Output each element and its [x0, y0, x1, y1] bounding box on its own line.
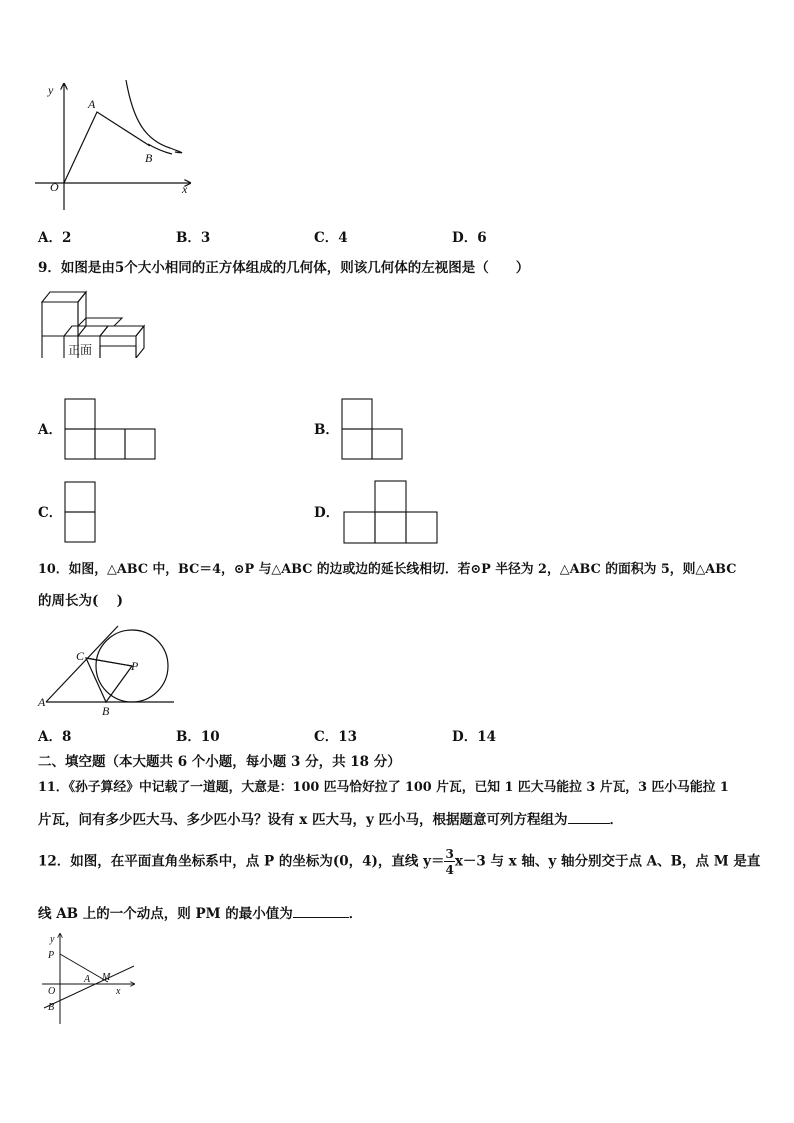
q9-option-d-view[interactable]	[343, 480, 441, 544]
y-axis-label: y	[48, 83, 54, 97]
q9-cube-figure	[38, 288, 148, 358]
point-a-label: A	[84, 974, 91, 985]
x-axis-label: x	[116, 986, 121, 997]
point-m-label: M	[102, 972, 111, 983]
point-p-label: P	[131, 659, 139, 673]
q12-line2-text: 线 AB 上的一个动点，则 PM 的最小值为	[38, 906, 293, 922]
q9-option-c-view[interactable]	[64, 481, 100, 545]
triangle-oab	[64, 112, 150, 183]
q10-option-b[interactable]: B．10	[176, 729, 220, 745]
hyperbola-curve	[126, 80, 182, 153]
q8-option-b[interactable]: B．3	[176, 230, 211, 246]
q8-option-d[interactable]: D．6	[452, 230, 487, 246]
segment-cp	[86, 658, 132, 666]
q12-line1-text-b: x－3 与 x 轴、y 轴分别交于点 A、B，点 M 是直	[454, 853, 761, 870]
q10-stem-line1: 10．如图，△ABC 中，BC＝4，⊙P 与△ABC 的边或边的延长线相切．若⊙P 半径为 2，△ABC 的面积为 5，则△ABC	[38, 562, 737, 577]
q12-line2-end: ．	[348, 906, 363, 922]
q11-answer-blank[interactable]	[568, 823, 610, 824]
point-a-label: A	[88, 97, 96, 111]
q9-option-a-view[interactable]	[64, 398, 160, 462]
q9-stem: 9．如图是由5个大小相同的正方体组成的几何体，则该几何体的左视图是（ ）	[38, 260, 530, 276]
point-c-label: C	[76, 649, 85, 663]
q9-option-c-label[interactable]: C．	[38, 505, 63, 521]
q10-option-a[interactable]: A．8	[38, 729, 72, 745]
q10-figure	[36, 620, 176, 718]
q11-line1: 11．《孙子算经》中记载了一道题，大意是：100 匹马恰好拉了 100 片瓦，已知 1 匹大马能拉 3 片瓦，3 匹小马能拉 1	[38, 780, 729, 795]
origin-label: O	[48, 986, 56, 997]
q11-line2-end: ．	[609, 812, 623, 828]
q12-fraction-numerator: 3	[445, 847, 454, 861]
point-b-label: B	[48, 1002, 55, 1013]
point-b-label: B	[145, 151, 153, 165]
q10-option-c[interactable]: C．13	[314, 729, 358, 745]
point-b-label: B	[102, 704, 110, 718]
q12-figure	[38, 930, 138, 1026]
point-a-label: A	[38, 695, 46, 709]
front-face-label: 正面	[68, 343, 93, 357]
q10-stem-line2: 的周长为( )	[38, 593, 123, 609]
q12-fraction-denominator: 4	[445, 863, 454, 877]
q10-option-d[interactable]: D．14	[452, 729, 496, 745]
q8-option-a[interactable]: A．2	[38, 230, 72, 246]
q8-figure	[30, 80, 200, 215]
q12-line2	[38, 908, 362, 922]
q9-option-b-view[interactable]	[341, 398, 407, 462]
q12-fraction	[444, 848, 454, 876]
line-ac-extended	[46, 626, 118, 702]
origin-label: O	[50, 180, 59, 194]
y-axis-label: y	[50, 934, 55, 945]
line-ab	[44, 966, 134, 1008]
q12-answer-blank[interactable]	[293, 917, 349, 918]
q11-line2	[38, 814, 623, 828]
q12-line1	[38, 848, 760, 876]
x-axis-label: x	[182, 182, 188, 196]
point-p-label: P	[48, 950, 55, 961]
q12-line1-text-a: 12．如图，在平面直角坐标系中，点 P 的坐标为(0，4)，直线 y＝	[38, 853, 445, 870]
q9-option-b-label[interactable]: B．	[314, 422, 339, 438]
q8-option-c[interactable]: C．4	[314, 230, 348, 246]
q9-option-a-label[interactable]: A．	[38, 422, 62, 438]
section-heading: 二、填空题（本大题共 6 个小题，每小题 3 分，共 18 分）	[38, 754, 401, 770]
q11-line2-text: 片瓦，问有多少匹大马、多少匹小马？设有 x 匹大马，y 匹小马，根据题意可列方程组为	[38, 812, 568, 828]
q9-option-d-label[interactable]: D．	[314, 505, 340, 521]
